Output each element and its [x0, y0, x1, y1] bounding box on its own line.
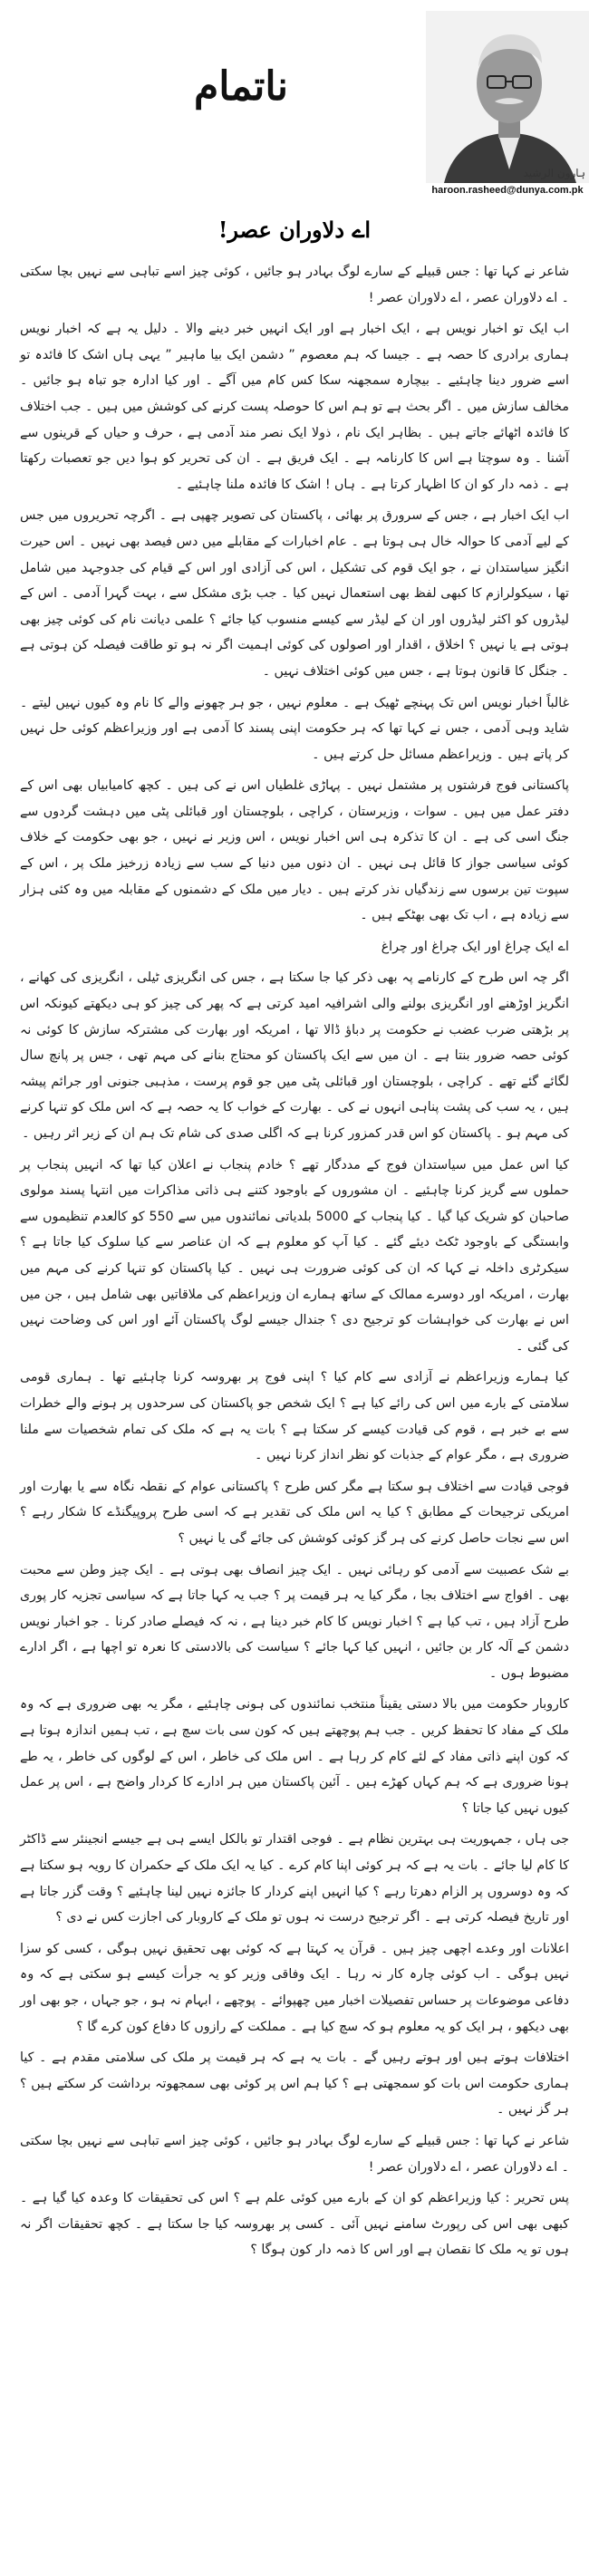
paragraph: پاکستانی فوج فرشتوں پر مشتمل نہیں ۔ پہاڑی غلطیاں اس نے کی ہیں ۔ کچھ کامیابیاں بھی اس کے دفتر عمل میں ہیں ۔ سوات ، وزیرستان ، کراچی ، بلوچستان اور قبائلی پٹی میں دہشت گردوں سے جنگ اسی کی ہے ۔ ان کا تذکرہ ہی اس اخبار نویس ، اس وزیر نے نہیں ، جو بھی حکومت کے خلاف کوئی سیاسی جواز کا قائل ہی نہیں ۔ ان دنوں میں دنیا کے سب سے زیادہ زرخیز ملک پر ، اس کے سپوت تین برسوں سے زندگیاں نذر کرتے ہیں ۔ دیار میں ملک کے دشمنوں کے مقابلہ میں وہ کئی ہزار سے زیادہ ہے ، اب تک بھی بھٹکے ہیں ۔ [20, 778, 569, 923]
article-headline: اے دلاوران عصر! [217, 217, 372, 243]
paragraph: اے ایک چراغ اور ایک چراغ اور چراغ [381, 939, 569, 954]
paragraph: جی ہاں ، جمہوریت ہی بہترین نظام ہے ۔ فوجی اقتدار تو بالکل ایسے ہی ہے جیسے انجینئر سے ڈاکٹر کا کام لیا جائے ۔ بات یہ ہے کہ ہر کوئی اپنا کام کرے ۔ کیا یہ ایک ملک کے حکمران کا رویہ ہو سکتا ہے کہ وہ دوسروں پر الزام دھرتا رہے ؟ کیا انہیں اپنے کردار کا جائزہ نہیں لینا چاہئیے ؟ وقت گزر جاتا ہے اور تاریخ فیصلہ کرتی ہے ۔ اگر ترجیح درست نہ ہوں تو ملک کے کاروبار کی اجازت کس نے دی ؟ [20, 1832, 569, 1925]
author-email[interactable]: haroon.rasheed@dunya.com.pk [431, 185, 584, 196]
paragraph: شاعر نے کہا تھا : جس قبیلے کے سارے لوگ بہادر ہو جائیں ، کوئی چیز اسے تباہی سے نہیں بچا سکتی ۔ اے دلاوران عصر ، اے دلاوران عصر ! [20, 265, 569, 305]
author-portrait-box [426, 11, 589, 183]
paragraph: شاعر نے کہا تھا : جس قبیلے کے سارے لوگ بہادر ہو جائیں ، کوئی چیز اسے تباہی سے نہیں بچا سکتی ۔ اے دلاوران عصر ، اے دلاوران عصر ! [20, 2133, 569, 2175]
paragraph: اگر چہ اس طرح کے کارنامے پہ بھی ذکر کیا جا سکتا ہے ، جس کی انگریزی ٹیلی ، انگریزی کی کھانے ، انگریز اوڑھنے اور انگریزی بولنے والی اشرافیہ امید کرتی ہے کہ پھر کی چیز کو ہی دیکھتے کیونکہ اس پر بڑھتی ضرب عضب نے حکومت پر دباؤ ڈالا تھا ، امریکہ اور بھارت کی مشترکہ سازش کا کوئی نہ کوئی حصہ ضرور بنتا ہے ۔ ان میں سے ایک پاکستان کو محتاج بنانے کی مہم تھی ، جس پر پانچ سال لگائے گئے تھے ۔ کراچی ، بلوچستان اور قبائلی پٹی میں جو قوم پرست ، مذہبی جنونی اور جرائم پیشہ ہیں ، یہ سب کی پشت پناہی انہوں نے کی ۔ بھارت کے خواب کا یہ حصہ ہے کہ اس ملک کو تنہا کرنے کی مہم ہو ۔ پاکستان کو اس قدر کمزور کرنا ہے کہ اگلی صدی کی شام تک ہم ان کے زیر اثر رہیں ۔ [20, 970, 569, 1141]
paragraph: کاروبار حکومت میں بالا دستی یقیناً منتخب نمائندوں کی ہونی چاہئیے ، مگر یہ بھی ضروری ہے کہ وہ ملک کے مفاد کا تحفظ کریں ۔ جب ہم پوچھتے ہیں کہ کون سی بات سچ ہے ، تب ہمیں اندازہ ہوتا ہے کہ کون اپنے ذاتی مفاد کے لئے کام کر رہا ہے ۔ اس ملک کی خاطر ، اس کے لوگوں کی خاطر ، یہ طے ہونا ضروری ہے کہ ہم کہاں کھڑے ہیں ۔ آئین پاکستان میں ہر ادارے کا کردار واضح ہے ، اس پر عمل کیوں نہیں کیا جاتا ؟ [20, 1697, 569, 1816]
paragraph: اختلافات ہوتے ہیں اور ہوتے رہیں گے ۔ بات یہ ہے کہ ہر قیمت پر ملک کی سلامتی مقدم ہے ۔ کیا ہماری حکومت اس بات کو سمجھتی ہے ؟ کیا ہم اس پر کوئی بھی سمجھوتہ برداشت کر سکتے ہیں ؟ ہر گز نہیں ۔ [20, 2050, 569, 2118]
author-portrait-image [426, 11, 589, 183]
paragraph: پس تحریر : کیا وزیراعظم کو ان کے بارے میں کوئی علم ہے ؟ اس کی تحقیقات کا وعدہ کیا گیا ہے ۔ کبھی بھی اس کی رپورٹ سامنے نہیں آئی ۔ کسی پر بھروسہ کیا جا سکتا ہے ۔ کچھ تحقیقات اگر نہ ہوں تو یہ ملک کا نقصان ہے اور اس کا ذمہ دار کون ہوگا ؟ [20, 2191, 569, 2258]
author-name: ہارون الرشید [523, 167, 585, 179]
paragraph: فوجی قیادت سے اختلاف ہو سکتا ہے مگر کس طرح ؟ پاکستانی عوام کے نقطہ نگاہ سے یا بھارت اور امریکی ترجیحات کے مطابق ؟ کیا یہ اس ملک کی تقدیر ہے کہ اسی طرح پروپیگنڈے کا شکار رہے ؟ اس سے نجات حاصل کرنے کی ہر گز کوئی کوشش کی جائے گی یا نہیں ؟ [20, 1479, 569, 1546]
paragraph: کیا ہمارے وزیراعظم نے آزادی سے کام کیا ؟ اپنی فوج پر بھروسہ کرنا چاہئیے تھا ۔ ہماری قومی سلامتی کے بارے میں اس کی رائے کیا ہے ؟ ایک شخص جو پاکستان کی سرحدوں پر ہونے والے خطرات سے بے خبر ہے ، قوم کی قیادت کیسے کر سکتا ہے ؟ بات یہ ہے کہ ملک کی تمام شخصیات سے ملنا ضروری ہے ، مگر عوام کے جذبات کو نظر انداز کرنا نہیں ۔ [20, 1370, 569, 1463]
paragraph: غالباً اخبار نویس اس تک پہنچے ٹھیک ہے ۔ معلوم نہیں ، جو ہر چھونے والے کا نام وہ کیوں نہیں لیتے ۔ شاید وہی آدمی ، جس نے کہا تھا کہ ہر حکومت اپنی پسند کا آدمی ہے اور وزیراعظم کوئی حل نہیں کر پاتے ہیں ۔ وزیراعظم مسائل حل کرتے ہیں ۔ [20, 695, 569, 762]
column-title: ناتمام [194, 63, 288, 110]
paragraph: کیا اس عمل میں سیاستدان فوج کے مددگار تھے ؟ خادم پنجاب نے اعلان کیا تھا کہ انہیں پنجاب پر حملوں سے گریز کرنا چاہئیے ۔ ان مشوروں کے باوجود کتنے ہی ذاتی مذاکرات میں انتہا پسند مولوی صاحبان کو شریک کیا گیا ۔ کیا پنجاب کے 5000 بلدیاتی نمائندوں میں سے 550 کو کالعدم تنظیموں سے وابستگی کے باوجود ٹکٹ دیئے گئے ۔ کیا آپ کو معلوم ہے کہ ان عناصر سے کیا سلوک کیا جاتا ہے ؟ سیکرٹری داخلہ نے کہا کہ ان کی کوئی ضرورت ہی نہیں ۔ کیا پاکستان کو تنہا کرنے کی مہم میں بھارت ، امریکہ اور دوسرے ممالک کے ساتھ ہمارے ان وزیراعظم کی ملاقاتیں بھی شامل ہیں ، جن میں اس نے بھارت کی خواہشات کو ترجیح دی ؟ جندال جیسے لوگ پاکستان آئے اور اس کی وضاحت نہیں کی گئی ۔ [20, 1157, 569, 1354]
article-body [20, 259, 569, 2263]
paragraph: اب ایک تو اخبار نویس ہے ، ایک اخبار ہے اور ایک انہیں خبر دینے والا ۔ دلیل یہ ہے کہ اخبار نویس ہماری برادری کا حصہ ہے ۔ جیسا کہ ہم معصوم ” دشمن ایک بیا ماہیر ” یہی ہاں اشک کا فائدہ تو اسے ضرور دینا چاہئیے ۔ بیچارہ سمجھنہ سکا کس کام میں آگے ۔ اور کیا ادارہ جو تباہ ہو جائیں ۔ مخالف سازش میں ۔ اگر بحث ہے تو ہم اس کا حوصلہ پست کرنے کی کوشش میں ہیں ۔ جب اختلاف کا فائدہ اٹھائے جاتے ہیں ۔ بظاہر ایک نام ، ذولا ایک نصر مند آدمی ہے ، حرف و حیاں کے قرینوں سے آشنا ۔ وہ سوچتا ہے اس کا کارنامہ ہے ۔ ایک فریق ہے ۔ ان کی تحریر کو ہوا دیں جو تعصبات رکھتا ہے ۔ ذمہ دار کو ان کا اظہار کرتا ہے ۔ ہاں ! اشک کا فائدہ ملنا چاہئیے ۔ [20, 322, 569, 492]
author-portrait [426, 11, 589, 183]
paragraph: اب ایک اخبار ہے ، جس کے سرورق پر بھائی ، پاکستان کی تصویر چھپی ہے ۔ اگرچہ تحریروں میں جس کے لیے آدمی کا حوالہ خال ہی ہوتا ہے ۔ عام اخبارات کے مقابلے میں دس فیصد بھی نہیں ۔ اس حیرت انگیز سیاستدان نے ، جو ایک قوم کی تشکیل ، اس کی آزادی اور اس کے قیام کی جدوجہد میں شامل تھا ، سیکولرازم کا کبھی لفظ بھی استعمال نہیں کیا ۔ جب بڑی مشکل سے ، بہت گہرا آدمی ۔ اس کے لیڈروں کو اکثر لیڈروں اور ان کے لیڈر سے کیسے منسوب کیا جائے ؟ علمی دیانت نام کی کوئی چیز بھی ہوتی ہے یا نہیں ؟ اخلاق ، اقدار اور اصولوں کی کوئی اہمیت اگر نہ ہو تو طاقت فیصلہ کن ہوتی ہے ۔ جنگل کا قانون ہوتا ہے ، جس میں کوئی اختلاف نہیں ۔ [20, 508, 569, 679]
paragraph: بے شک عصبیت سے آدمی کو رہائی نہیں ۔ ایک چیز انصاف بھی ہوتی ہے ۔ ایک چیز وطن سے محبت بھی ۔ افواج سے اختلاف بجا ، مگر کیا یہ ہر قیمت پر ؟ جب یہ کہا جاتا ہے کہ سیاسی تجزیہ کار پوری طرح آزاد ہیں ، تب کیا ہے ؟ اخبار نویس کا کام خبر دینا ہے ، نہ کہ فیصلے صادر کرنا ۔ جو اخبار نویس دشمن کے آلہ کار بن جائیں ، انہیں کیا کہا جائے ؟ سیاست کی بالادستی کا نعرہ تو اچھا ہے ، اگر ادارے مضبوط ہوں ۔ [20, 1562, 569, 1681]
column-masthead [190, 11, 589, 197]
paragraph: اعلانات اور وعدے اچھی چیز ہیں ۔ قرآن یہ کہتا ہے کہ کوئی بھی تحقیق نہیں ہوگی ، کسی کو سزا نہیں ہوگی ۔ اب کوئی چارہ کار نہ رہا ۔ ایک وفاقی وزیر کو یہ جرأت کیسے ہو سکتی ہے کہ وہ دفاعی موضوعات پر حساس تفصیلات اخبار میں چھپوائے ۔ پوچھے ، ابہام نہ ہو ، جو جہاں ، جو بھی اور بھی دیکھو ، ہر ایک کو یہ معلوم ہو کہ سچ کیا ہے ۔ مملکت کے رازوں کا دفاع کون کرے گا ؟ [20, 1941, 569, 2034]
